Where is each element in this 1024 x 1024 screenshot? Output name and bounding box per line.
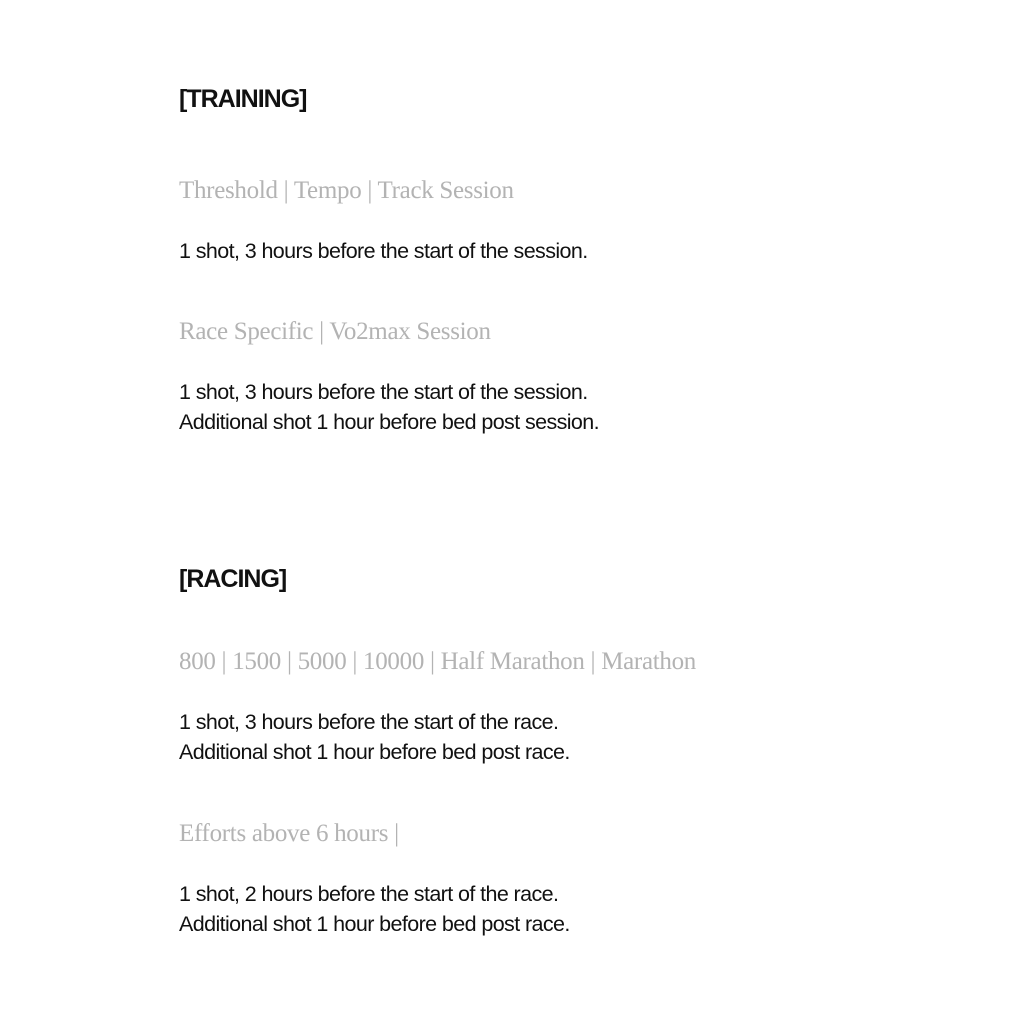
training-race-specific-instructions (179, 377, 599, 437)
racing-distances-instructions (179, 707, 570, 767)
training-race-specific-subheading: Race Specific | Vo2max Session (179, 318, 491, 345)
racing-long-efforts-instructions (179, 879, 570, 939)
instruction-line: Additional shot 1 hour before bed post race. (179, 740, 570, 764)
instruction-line: Additional shot 1 hour before bed post race. (179, 912, 570, 936)
training-heading: [TRAINING] (179, 85, 307, 113)
racing-distances-subheading: 800 | 1500 | 5000 | 10000 | Half Marathon | Marathon (179, 648, 696, 675)
racing-heading: [RACING] (179, 565, 287, 593)
instruction-line: 1 shot, 3 hours before the start of the session. (179, 239, 588, 263)
training-threshold-subheading: Threshold | Tempo | Track Session (179, 177, 514, 204)
instruction-line: 1 shot, 2 hours before the start of the race. (179, 882, 559, 906)
instruction-line: 1 shot, 3 hours before the start of the race. (179, 710, 559, 734)
racing-long-efforts-subheading: Efforts above 6 hours | (179, 820, 399, 847)
instruction-line: 1 shot, 3 hours before the start of the session. (179, 380, 588, 404)
instruction-line: Additional shot 1 hour before bed post session. (179, 410, 600, 434)
training-threshold-instructions (179, 236, 588, 266)
